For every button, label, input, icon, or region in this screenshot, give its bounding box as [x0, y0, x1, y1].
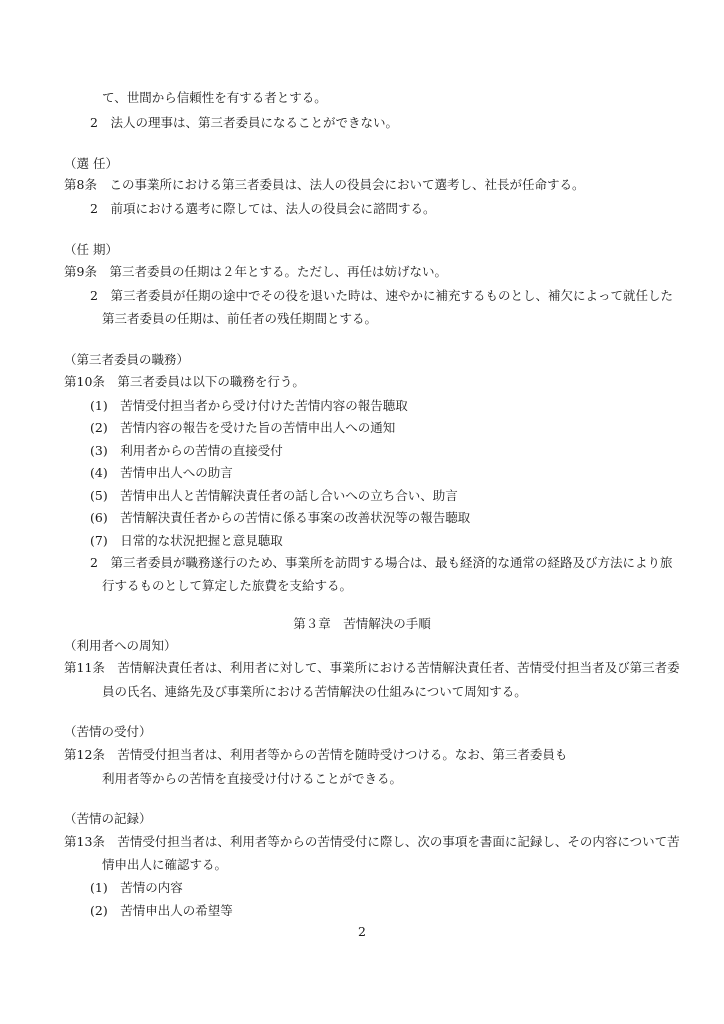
section-heading: （利用者への周知）: [64, 638, 177, 653]
article-line: 第9条 第三者委員の任期は２年とする。ただし、再任は妨げない。: [64, 264, 447, 279]
body-line: 第三者委員の任期は、前任者の残任期間とする。: [102, 311, 378, 326]
list-item: (5) 苦情申出人と苦情解決責任者の話し合いへの立ち合い、助言: [90, 488, 458, 503]
body-line: 2 第三者委員が職務遂行のため、事業所を訪問する場合は、最も経済的な通常の経路及び方法により旅: [90, 555, 673, 570]
body-line: て、世間から信頼性を有する者とする。: [102, 90, 327, 105]
article-line: 第11条 苦情解決責任者は、利用者に対して、事業所における苦情解決責任者、苦情受付担当者及び第三者委: [64, 660, 680, 675]
list-item: (1) 苦情受付担当者から受け付けた苦情内容の報告聴取: [90, 398, 408, 413]
list-item: (4) 苦情申出人への助言: [90, 465, 233, 480]
body-line: 2 第三者委員が任期の途中でその役を退いた時は、速やかに補充するものとし、補欠によって就任した: [90, 288, 673, 303]
section-heading: （任 期）: [64, 242, 118, 257]
section-heading: （苦情の記録）: [64, 811, 152, 826]
list-item: (1) 苦情の内容: [90, 880, 183, 895]
body-line: 情申出人に確認する。: [102, 857, 228, 872]
article-line: 第13条 苦情受付担当者は、利用者等からの苦情受付に際し、次の事項を書面に記録し、その内容について苦: [64, 834, 680, 849]
list-item: (7) 日常的な状況把握と意見聴取: [90, 533, 283, 548]
article-line: 第8条 この事業所における第三者委員は、法人の役員会において選考し、社長が任命する。: [64, 177, 585, 192]
section-heading: （選 任）: [64, 156, 118, 171]
article-line: 第10条 第三者委員は以下の職務を行う。: [64, 374, 305, 389]
list-item: (6) 苦情解決責任者からの苦情に係る事案の改善状況等の報告聴取: [90, 510, 471, 525]
section-heading: （第三者委員の職務）: [64, 352, 190, 367]
body-line: 2 前項における選考に際しては、法人の役員会に諮問する。: [90, 201, 436, 216]
page-number: 2: [358, 924, 366, 939]
body-line: 員の氏名、連絡先及び事業所における苦情解決の仕組みについて周知する。: [102, 684, 527, 699]
body-line: 行するものとして算定した旅費を支給する。: [102, 578, 353, 593]
body-line: 2 法人の理事は、第三者委員になることができない。: [90, 115, 398, 130]
article-line: 第12条 苦情受付担当者は、利用者等からの苦情を随時受けつける。なお、第三者委員も: [64, 747, 568, 762]
list-item: (2) 苦情内容の報告を受けた旨の苦情申出人への通知: [90, 420, 396, 435]
list-item: (3) 利用者からの苦情の直接受付: [90, 443, 283, 458]
chapter-heading: 第３章 苦情解決の手順: [293, 616, 431, 631]
body-line: 利用者等からの苦情を直接受け付けることができる。: [102, 771, 403, 786]
section-heading: （苦情の受付）: [64, 724, 152, 739]
list-item: (2) 苦情申出人の希望等: [90, 903, 233, 918]
